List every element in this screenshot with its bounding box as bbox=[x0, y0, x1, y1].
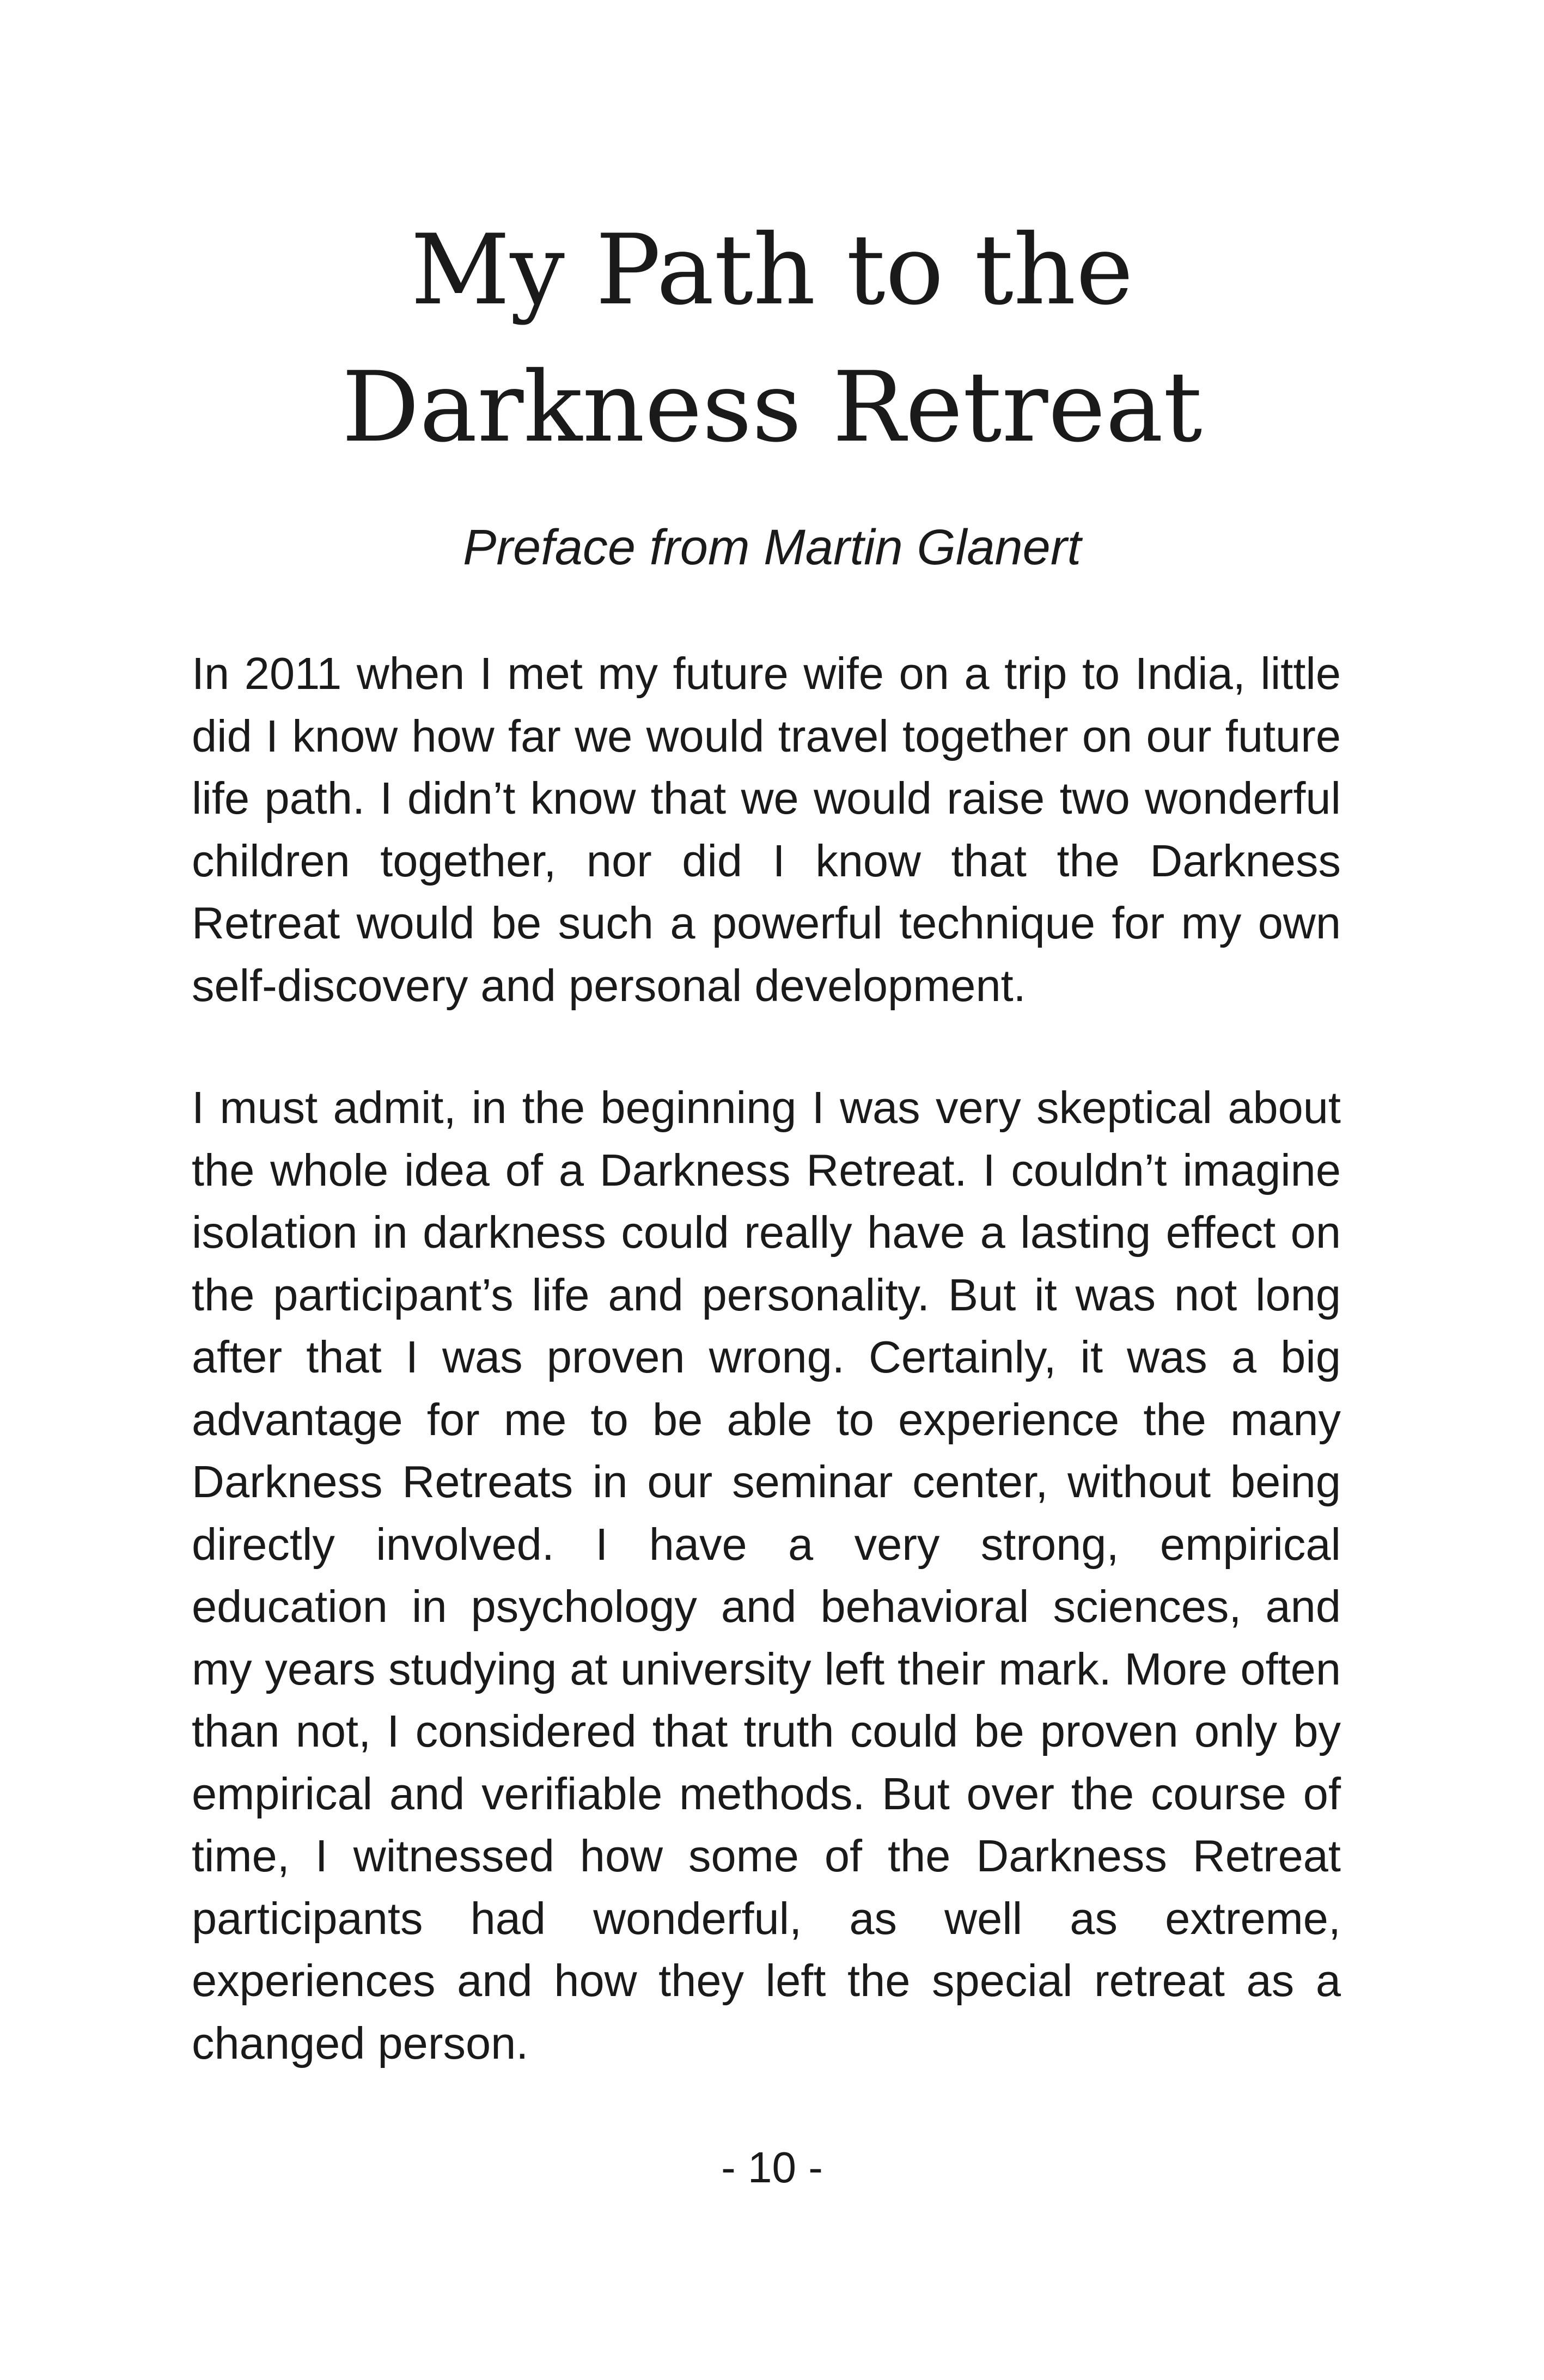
chapter-title-line-2: Darkness Retreat bbox=[341, 351, 1203, 463]
body-paragraph-2: I must admit, in the beginning I was very skeptical about the whole idea of a Darkness Retreat. I couldn’t imagine isolation in darkness could really have a lasting effect on the participant’s life and personality. But it was not long after that I was proven wrong. Certainly, it was a big advantage for me to be able to experience the many Darkness Retreats in our seminar center, without being directly involved. I have a very strong, empirical education in psychology and behavioral sciences, and my years studying at university left their mark. More often than not, I considered that truth could be proven only by empirical and verifiable methods. But over the course of time, I witnessed how some of the Darkness Retreat participants had wonderful, as well as extreme, experiences and how they left the special retreat as a changed person. bbox=[192, 1082, 1341, 2068]
body-paragraph-1: In 2011 when I met my future wife on a trip to India, little did I know how far we would travel together on our future life path. I didn’t know that we would raise two wonderful children together, nor did I know that the Darkness Retreat would be such a powerful technique for my own self-discovery and personal development. bbox=[192, 648, 1341, 1011]
chapter-subtitle: Preface from Martin Glanert bbox=[462, 520, 1082, 575]
chapter-title bbox=[0, 202, 1544, 476]
chapter-title-line-1: My Path to the bbox=[411, 213, 1133, 326]
page-number: - 10 - bbox=[721, 2143, 823, 2192]
